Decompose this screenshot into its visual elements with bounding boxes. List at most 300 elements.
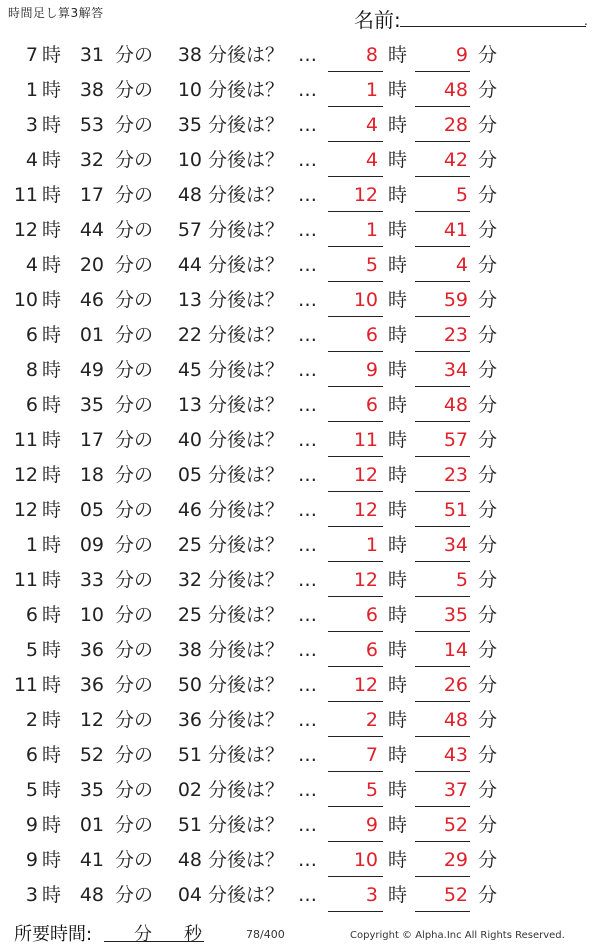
hour-unit: 時 [42,114,62,136]
minute-of-label: 分の [115,219,154,241]
added-minutes: 13 [177,289,202,311]
worksheet-title: 時間足し算3解答 [8,6,104,20]
start-hour: 1 [25,79,38,101]
after-question: 分後は？ [208,709,285,731]
answer-hour: 1 [365,219,378,241]
start-minute: 41 [79,849,104,871]
start-hour: 9 [25,814,38,836]
added-minutes: 04 [177,884,202,906]
answer-minute-underline [415,456,470,457]
answer-minute: 52 [443,814,468,836]
start-minute: 49 [79,359,104,381]
ellipsis: … [298,44,317,66]
answer-minute-underline [415,701,470,702]
minute-of-label: 分の [115,639,154,661]
added-minutes: 13 [177,394,202,416]
after-question: 分後は？ [208,324,285,346]
ellipsis: … [298,779,317,801]
answer-minute-underline [415,876,470,877]
answer-minute: 26 [443,674,468,696]
answer-hour-underline [328,841,383,842]
answer-minute-unit: 分 [478,219,498,241]
answer-hour: 1 [365,79,378,101]
answer-minute-underline [415,71,470,72]
answer-hour: 8 [365,44,378,66]
seconds-unit-label: 秒 [184,924,202,945]
answer-minute-unit: 分 [478,604,498,626]
ellipsis: … [298,79,317,101]
hour-unit: 時 [42,674,62,696]
start-minute: 09 [79,534,104,556]
ellipsis: … [298,359,317,381]
answer-hour-underline [328,911,383,912]
answer-minute-unit: 分 [478,499,498,521]
minute-of-label: 分の [115,289,154,311]
problem-row [0,808,600,843]
answer-minute-underline [415,351,470,352]
answer-hour-underline [328,176,383,177]
answer-hour: 10 [353,289,378,311]
answer-minute-unit: 分 [478,674,498,696]
after-question: 分後は？ [208,359,285,381]
hour-unit: 時 [42,884,62,906]
minute-of-label: 分の [115,569,154,591]
problem-row [0,563,600,598]
answer-minute: 34 [443,534,468,556]
minute-of-label: 分の [115,254,154,276]
problem-row [0,738,600,773]
answer-minute-underline [415,106,470,107]
start-hour: 2 [25,709,38,731]
added-minutes: 46 [177,499,202,521]
start-hour: 11 [13,429,38,451]
ellipsis: … [298,324,317,346]
after-question: 分後は？ [208,569,285,591]
hour-unit: 時 [42,44,62,66]
hour-unit: 時 [42,604,62,626]
hour-unit: 時 [42,569,62,591]
minute-of-label: 分の [115,464,154,486]
after-question: 分後は？ [208,604,285,626]
ellipsis: … [298,884,317,906]
after-question: 分後は？ [208,149,285,171]
start-minute: 20 [79,254,104,276]
answer-hour-unit: 時 [388,709,408,731]
answer-minute-unit: 分 [478,569,498,591]
start-minute: 44 [79,219,104,241]
answer-hour-underline [328,561,383,562]
answer-minute: 34 [443,359,468,381]
answer-minute-underline [415,736,470,737]
start-minute: 18 [79,464,104,486]
answer-hour-unit: 時 [388,114,408,136]
ellipsis: … [298,219,317,241]
answer-hour-underline [328,351,383,352]
minute-of-label: 分の [115,534,154,556]
answer-hour-underline [328,526,383,527]
start-hour: 8 [25,359,38,381]
answer-minute-unit: 分 [478,814,498,836]
answer-hour-underline [328,631,383,632]
hour-unit: 時 [42,849,62,871]
start-hour: 6 [25,324,38,346]
start-minute: 05 [79,499,104,521]
hour-unit: 時 [42,814,62,836]
copyright-text: Copyright © Alpha.Inc All Rights Reserved. [350,930,565,941]
added-minutes: 48 [177,184,202,206]
start-minute: 12 [79,709,104,731]
minute-of-label: 分の [115,324,154,346]
answer-hour-unit: 時 [388,534,408,556]
start-hour: 12 [13,464,38,486]
answer-hour-underline [328,596,383,597]
answer-minute-underline [415,211,470,212]
start-minute: 32 [79,149,104,171]
after-question: 分後は？ [208,779,285,801]
added-minutes: 10 [177,149,202,171]
problem-row [0,73,600,108]
start-hour: 3 [25,114,38,136]
hour-unit: 時 [42,254,62,276]
answer-hour-underline [328,71,383,72]
start-minute: 17 [79,429,104,451]
answer-hour-unit: 時 [388,429,408,451]
after-question: 分後は？ [208,184,285,206]
ellipsis: … [298,149,317,171]
added-minutes: 25 [177,604,202,626]
answer-minute-underline [415,596,470,597]
added-minutes: 51 [177,744,202,766]
minute-of-label: 分の [115,884,154,906]
start-hour: 11 [13,569,38,591]
start-minute: 48 [79,884,104,906]
answer-hour-unit: 時 [388,254,408,276]
hour-unit: 時 [42,464,62,486]
added-minutes: 35 [177,114,202,136]
answer-hour: 6 [365,394,378,416]
problem-row [0,878,600,913]
added-minutes: 48 [177,849,202,871]
answer-minute: 23 [443,464,468,486]
minute-of-label: 分の [115,744,154,766]
problem-row [0,528,600,563]
start-hour: 7 [25,44,38,66]
answer-hour-underline [328,316,383,317]
answer-minute-unit: 分 [478,324,498,346]
after-question: 分後は？ [208,849,285,871]
answer-hour: 7 [365,744,378,766]
problem-row [0,108,600,143]
name-line-dot: . [584,14,588,28]
ellipsis: … [298,814,317,836]
answer-hour: 9 [365,814,378,836]
start-hour: 12 [13,499,38,521]
answer-minute: 5 [455,184,468,206]
start-minute: 38 [79,79,104,101]
answer-hour: 11 [353,429,378,451]
answer-hour: 4 [365,114,378,136]
page-number: 78/400 [246,928,285,941]
answer-minute: 52 [443,884,468,906]
answer-hour: 6 [365,639,378,661]
added-minutes: 45 [177,359,202,381]
start-minute: 10 [79,604,104,626]
added-minutes: 50 [177,674,202,696]
answer-hour: 4 [365,149,378,171]
problem-row [0,178,600,213]
hour-unit: 時 [42,219,62,241]
answer-minute: 28 [443,114,468,136]
answer-minute-unit: 分 [478,394,498,416]
after-question: 分後は？ [208,639,285,661]
answer-hour-underline [328,386,383,387]
after-question: 分後は？ [208,394,285,416]
problem-row [0,493,600,528]
ellipsis: … [298,639,317,661]
answer-minute-unit: 分 [478,534,498,556]
problem-row [0,318,600,353]
minute-of-label: 分の [115,79,154,101]
answer-minute-underline [415,491,470,492]
answer-minute-underline [415,526,470,527]
problem-row [0,423,600,458]
answer-hour-underline [328,771,383,772]
minute-of-label: 分の [115,779,154,801]
answer-minute-underline [415,246,470,247]
answer-minute: 48 [443,79,468,101]
answer-hour-underline [328,106,383,107]
answer-minute: 42 [443,149,468,171]
answer-hour-unit: 時 [388,814,408,836]
start-hour: 12 [13,219,38,241]
start-hour: 10 [13,289,38,311]
answer-hour-underline [328,246,383,247]
hour-unit: 時 [42,79,62,101]
added-minutes: 38 [177,639,202,661]
problem-row [0,773,600,808]
start-minute: 36 [79,639,104,661]
problem-row [0,703,600,738]
ellipsis: … [298,429,317,451]
start-minute: 17 [79,184,104,206]
name-field-line[interactable] [400,26,586,27]
required-time-label: 所要時間: [14,924,93,945]
answer-minute-unit: 分 [478,44,498,66]
answer-minute-underline [415,141,470,142]
problem-row [0,38,600,73]
answer-minute: 57 [443,429,468,451]
added-minutes: 40 [177,429,202,451]
hour-unit: 時 [42,359,62,381]
added-minutes: 10 [177,79,202,101]
answer-minute: 29 [443,849,468,871]
after-question: 分後は？ [208,114,285,136]
after-question: 分後は？ [208,289,285,311]
ellipsis: … [298,604,317,626]
hour-unit: 時 [42,429,62,451]
answer-hour: 12 [353,569,378,591]
ellipsis: … [298,569,317,591]
minute-of-label: 分の [115,184,154,206]
minute-of-label: 分の [115,604,154,626]
start-minute: 36 [79,674,104,696]
start-minute: 01 [79,814,104,836]
added-minutes: 44 [177,254,202,276]
answer-hour-unit: 時 [388,884,408,906]
start-hour: 1 [25,534,38,556]
problem-row [0,668,600,703]
answer-hour-unit: 時 [388,499,408,521]
answer-hour-unit: 時 [388,639,408,661]
answer-minute: 4 [455,254,468,276]
ellipsis: … [298,709,317,731]
answer-minute-unit: 分 [478,849,498,871]
answer-hour-unit: 時 [388,604,408,626]
minutes-unit-label: 分 [134,924,152,945]
answer-minute-unit: 分 [478,744,498,766]
answer-hour-underline [328,281,383,282]
answer-minute-unit: 分 [478,289,498,311]
minute-of-label: 分の [115,114,154,136]
problem-row [0,143,600,178]
hour-unit: 時 [42,639,62,661]
answer-minute-unit: 分 [478,464,498,486]
answer-minute: 48 [443,394,468,416]
answer-minute-underline [415,631,470,632]
answer-hour: 12 [353,464,378,486]
answer-hour-unit: 時 [388,569,408,591]
answer-hour: 1 [365,534,378,556]
answer-hour: 6 [365,324,378,346]
answer-hour: 5 [365,779,378,801]
ellipsis: … [298,534,317,556]
start-hour: 11 [13,184,38,206]
problem-row [0,248,600,283]
start-minute: 46 [79,289,104,311]
start-hour: 5 [25,779,38,801]
hour-unit: 時 [42,499,62,521]
start-hour: 6 [25,744,38,766]
answer-minute-unit: 分 [478,184,498,206]
answer-hour: 12 [353,184,378,206]
start-hour: 6 [25,394,38,416]
after-question: 分後は？ [208,219,285,241]
ellipsis: … [298,499,317,521]
after-question: 分後は？ [208,674,285,696]
start-hour: 6 [25,604,38,626]
answer-hour-underline [328,701,383,702]
after-question: 分後は？ [208,744,285,766]
minute-of-label: 分の [115,814,154,836]
start-hour: 4 [25,254,38,276]
hour-unit: 時 [42,324,62,346]
answer-minute: 59 [443,289,468,311]
problem-row [0,843,600,878]
answer-hour: 12 [353,499,378,521]
after-question: 分後は？ [208,534,285,556]
hour-unit: 時 [42,744,62,766]
answer-hour-unit: 時 [388,219,408,241]
answer-minute: 14 [443,639,468,661]
answer-hour-unit: 時 [388,79,408,101]
start-minute: 53 [79,114,104,136]
problem-row [0,213,600,248]
minute-of-label: 分の [115,359,154,381]
start-minute: 01 [79,324,104,346]
answer-hour-underline [328,421,383,422]
after-question: 分後は？ [208,499,285,521]
after-question: 分後は？ [208,79,285,101]
hour-unit: 時 [42,289,62,311]
hour-unit: 時 [42,184,62,206]
answer-minute-underline [415,841,470,842]
answer-minute-unit: 分 [478,709,498,731]
answer-minute: 51 [443,499,468,521]
answer-hour-unit: 時 [388,149,408,171]
after-question: 分後は？ [208,429,285,451]
problem-row [0,598,600,633]
added-minutes: 05 [177,464,202,486]
answer-hour-unit: 時 [388,324,408,346]
added-minutes: 51 [177,814,202,836]
start-hour: 5 [25,639,38,661]
answer-hour: 5 [365,254,378,276]
answer-hour-underline [328,211,383,212]
added-minutes: 38 [177,44,202,66]
answer-minute-unit: 分 [478,779,498,801]
start-minute: 35 [79,779,104,801]
start-hour: 4 [25,149,38,171]
minute-of-label: 分の [115,149,154,171]
answer-minute-underline [415,316,470,317]
added-minutes: 32 [177,569,202,591]
minute-of-label: 分の [115,499,154,521]
answer-hour-unit: 時 [388,849,408,871]
answer-hour-unit: 時 [388,464,408,486]
start-hour: 3 [25,884,38,906]
start-minute: 35 [79,394,104,416]
added-minutes: 22 [177,324,202,346]
name-label: 名前: [354,8,401,32]
problem-row [0,633,600,668]
after-question: 分後は？ [208,254,285,276]
answer-hour-unit: 時 [388,184,408,206]
answer-minute-unit: 分 [478,79,498,101]
answer-hour-underline [328,141,383,142]
hour-unit: 時 [42,394,62,416]
minute-of-label: 分の [115,674,154,696]
answer-hour-unit: 時 [388,779,408,801]
ellipsis: … [298,849,317,871]
ellipsis: … [298,464,317,486]
answer-minute: 35 [443,604,468,626]
answer-hour: 9 [365,359,378,381]
answer-minute-underline [415,281,470,282]
answer-minute-unit: 分 [478,359,498,381]
answer-minute-underline [415,806,470,807]
hour-unit: 時 [42,534,62,556]
answer-hour-underline [328,456,383,457]
ellipsis: … [298,744,317,766]
answer-hour: 6 [365,604,378,626]
answer-hour-underline [328,876,383,877]
after-question: 分後は？ [208,464,285,486]
answer-minute-underline [415,386,470,387]
answer-hour-unit: 時 [388,744,408,766]
answer-minute-unit: 分 [478,429,498,451]
start-hour: 9 [25,849,38,871]
answer-minute-unit: 分 [478,254,498,276]
